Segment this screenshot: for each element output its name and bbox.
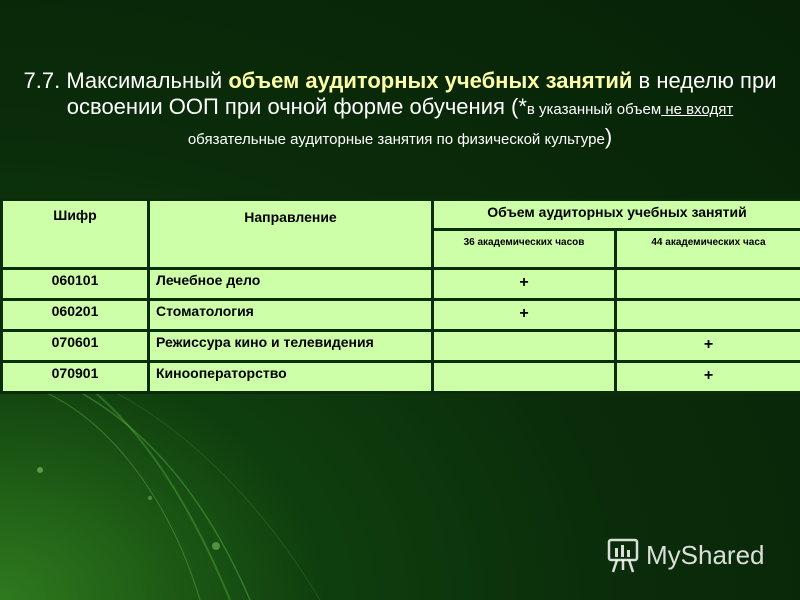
row-36-mark xyxy=(433,331,616,362)
row-name: Стоматология xyxy=(149,300,433,331)
header-direction: Направление xyxy=(149,200,433,269)
row-36-mark xyxy=(433,362,616,393)
header-volume: Объем аудиторных учебных занятий xyxy=(433,200,800,230)
row-code: 060201 xyxy=(2,300,149,331)
slide-title xyxy=(0,68,800,152)
title-prefix: 7.7. Максимальный xyxy=(23,68,229,93)
row-name: Кинооператорство xyxy=(149,362,433,393)
title-line-3 xyxy=(0,125,800,152)
row-code: 070601 xyxy=(2,331,149,362)
row-36-mark: + xyxy=(433,300,616,331)
watermark-text: MyShared xyxy=(646,539,765,570)
row-44-mark xyxy=(616,300,800,331)
subheader-36: 36 академических часов xyxy=(433,230,616,269)
row-name: Режиссура кино и телевидения xyxy=(149,331,433,362)
header-code: Шифр xyxy=(2,200,149,269)
note-underlined: не входят xyxy=(661,101,734,118)
row-name: Лечебное дело xyxy=(149,269,433,300)
title-line-2 xyxy=(0,94,800,123)
row-code: 070901 xyxy=(2,362,149,393)
row-code: 060101 xyxy=(2,269,149,300)
closing-paren: ) xyxy=(604,124,613,149)
row-44-mark: + xyxy=(616,331,800,362)
table-row xyxy=(2,362,800,393)
header-row xyxy=(2,200,800,230)
table-row xyxy=(2,269,800,300)
note-line3: обязательные аудиторные занятия по физической культуре xyxy=(187,131,605,148)
title-line2-text: освоении ООП при очной форме обучения (* xyxy=(66,94,527,119)
study-volume-table xyxy=(0,198,800,394)
myshared-watermark xyxy=(606,535,765,575)
row-44-mark: + xyxy=(616,362,800,393)
table-row xyxy=(2,300,800,331)
title-suffix: в неделю при xyxy=(632,68,777,93)
subheader-44: 44 академических часа xyxy=(616,230,800,269)
row-36-mark: + xyxy=(433,269,616,300)
note-part1: в указанный объем xyxy=(526,101,662,118)
title-line-1 xyxy=(0,68,800,94)
row-44-mark xyxy=(616,269,800,300)
presentation-board-icon xyxy=(606,536,640,574)
title-bold: объем аудиторных учебных занятий xyxy=(228,68,633,93)
table-row xyxy=(2,331,800,362)
